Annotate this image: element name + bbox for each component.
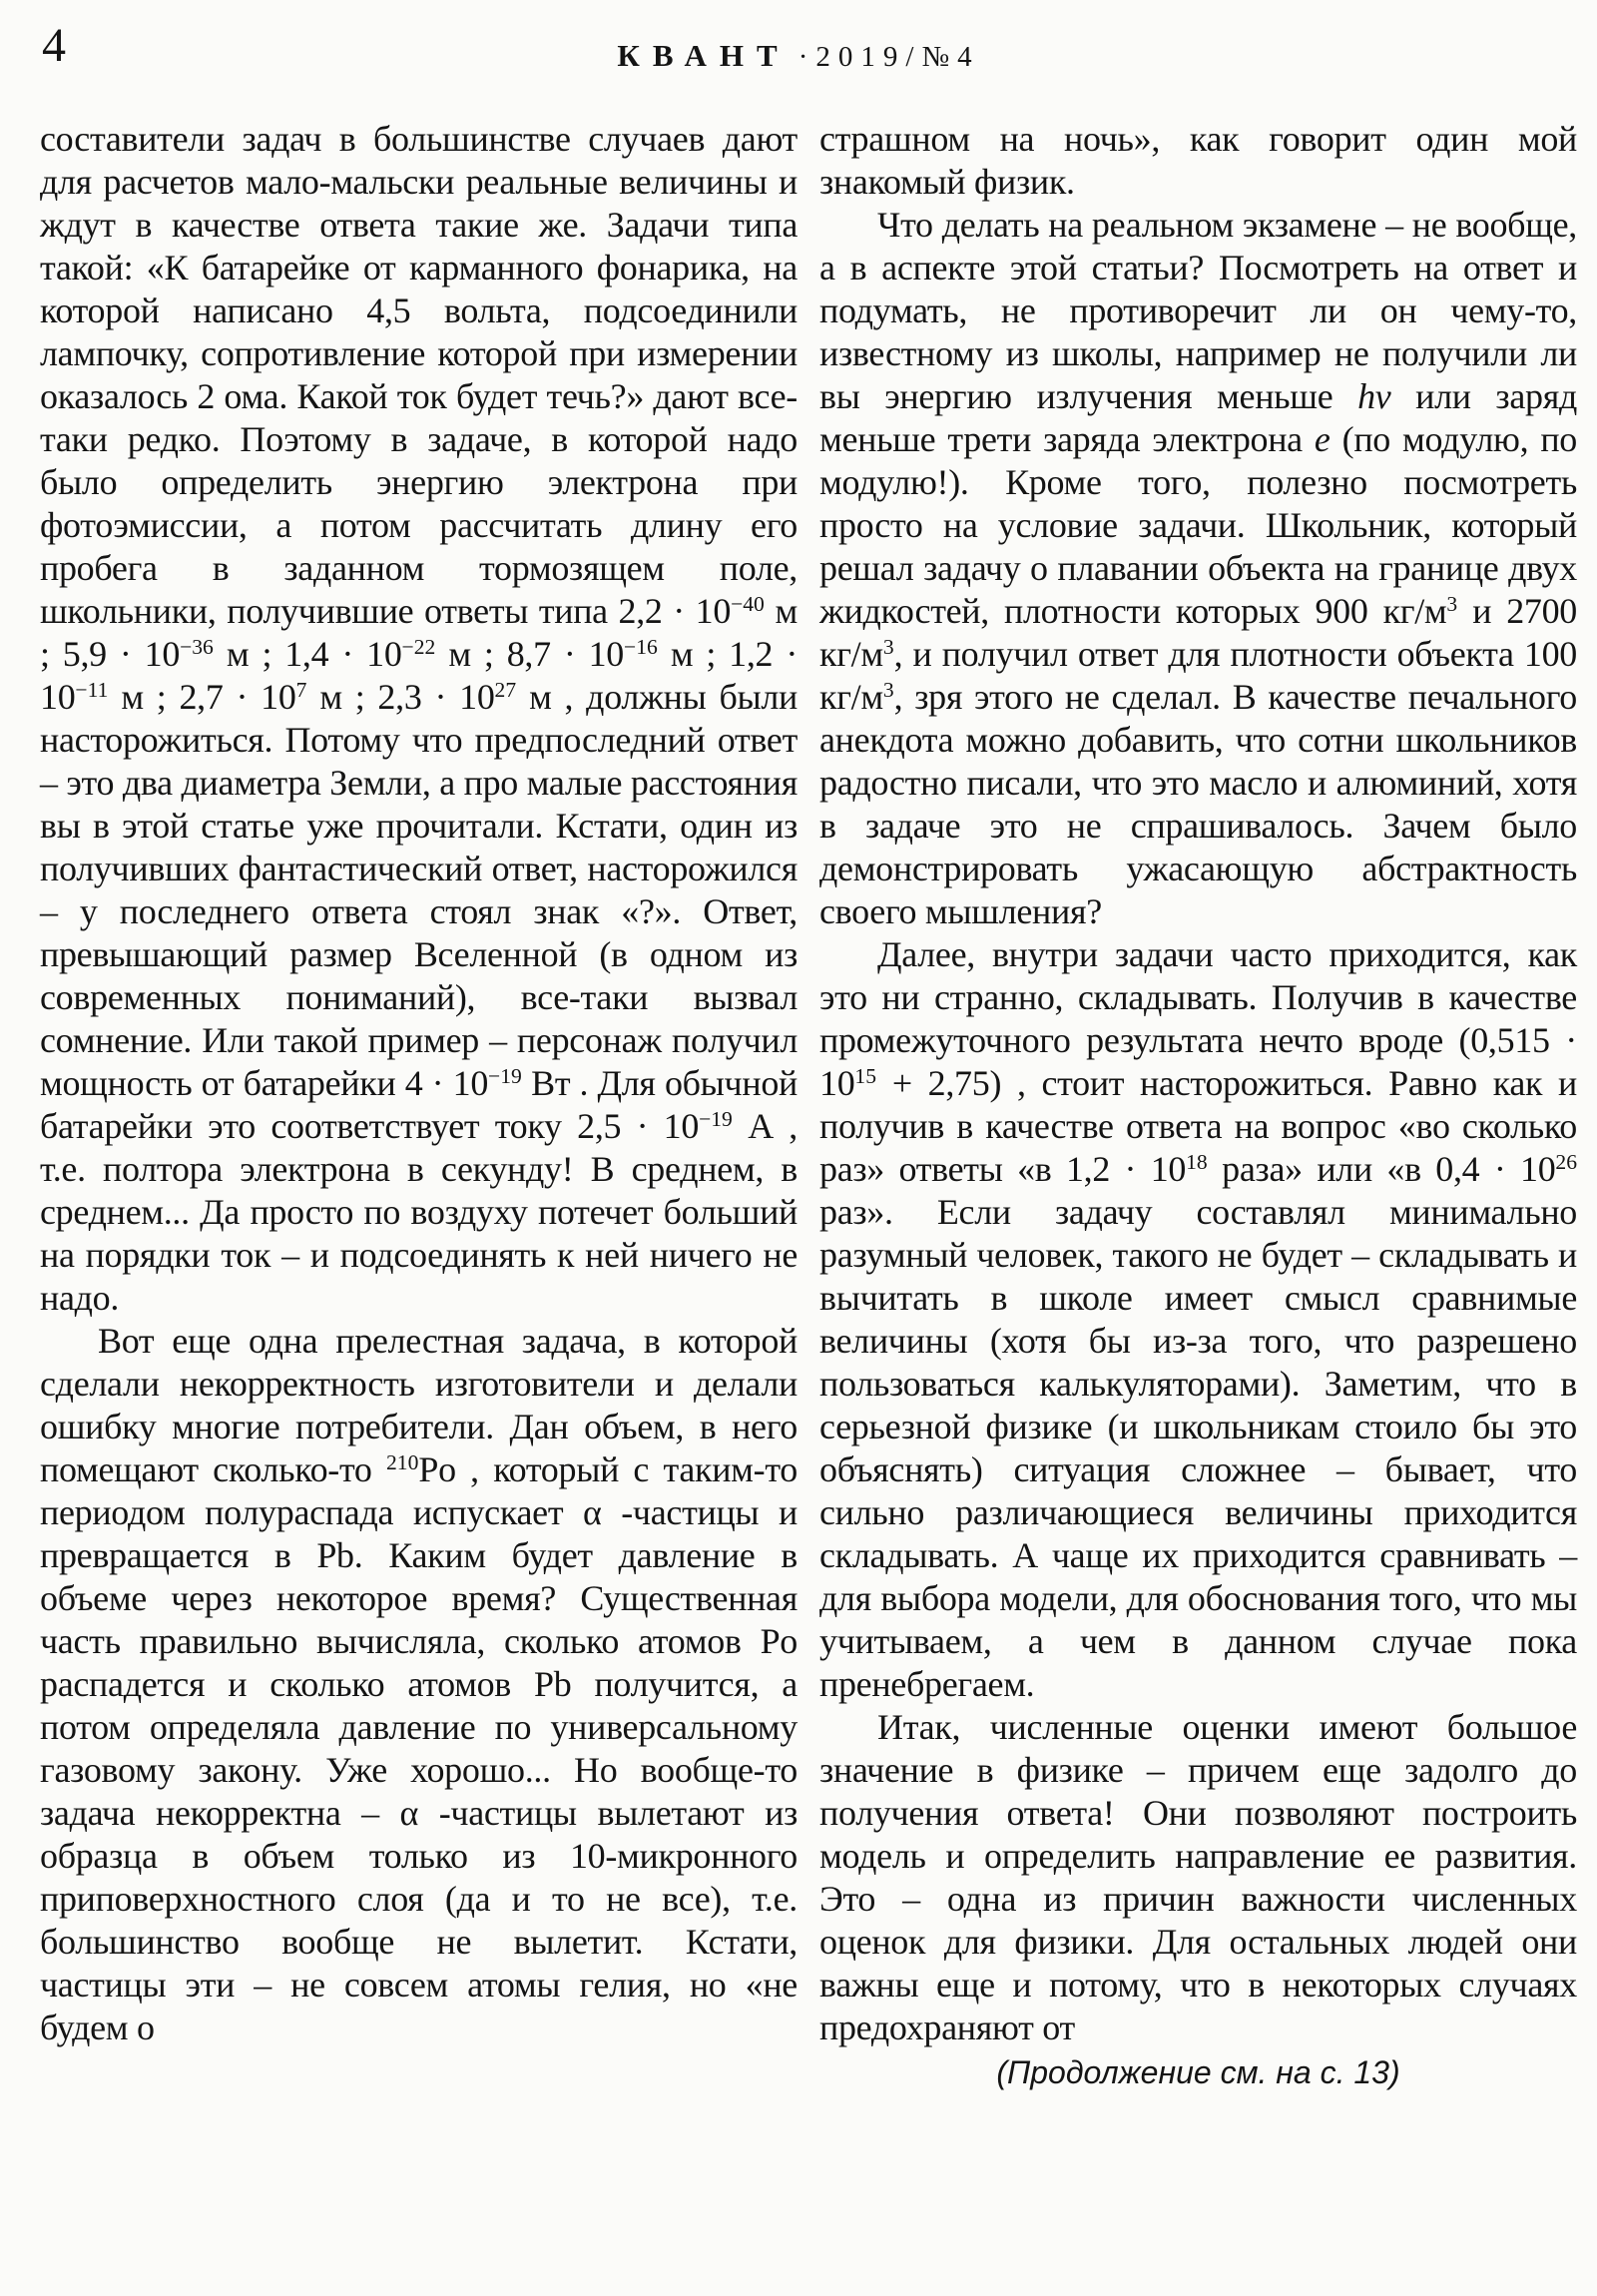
column-right	[819, 118, 1577, 2094]
text-segment: (по модулю, по модулю!). Кроме того, полезно посмотреть просто на условие задачи. Школьник, который решал задачу о плавании объекта на границе двух жидкостей, плотности которых 900 кг/м	[819, 419, 1577, 631]
text-segment: , зря этого не сделал. В качестве печального анекдота можно добавить, что сотни школьников радостно писали, что это масло и алюминий, хотя в задаче это не спрашивалось. Зачем было демонстрировать ужасающую абстрактность своего мышления?	[819, 677, 1577, 931]
superscript: −19	[699, 1107, 733, 1132]
superscript: 26	[1555, 1150, 1578, 1175]
superscript: −16	[624, 635, 658, 660]
article-body	[40, 118, 1577, 2094]
text-segment: Po , который с таким-то периодом полураспада испускает α -частицы и превращается в Pb. Каким будет давление в объеме через некоторое время? Существенная часть правильно вычисляла, сколько атомов Po распадется и сколько атомов Pb получится, а потом определяла давление по универсальному газовому закону. Уже хорошо... Но вообще-то задача некорректна – α -частицы вылетают из образца в объем только из 10-микронного приповерхностного слоя (да и то не все), т.е. большинство вообще не вылетит. Кстати, частицы эти – не совсем атомы гелия, но «не будем о	[40, 1449, 798, 2047]
superscript: −19	[488, 1064, 522, 1089]
text-segment: или заряд меньше трети заряда электрона	[819, 376, 1577, 459]
paragraph	[819, 118, 1577, 204]
superscript: 27	[494, 678, 517, 703]
superscript: −11	[75, 678, 109, 703]
journal-header	[0, 38, 1597, 74]
text-segment: Вт . Для обычной батарейки это соответствует току 2,5 · 10	[40, 1063, 798, 1146]
column-left	[40, 118, 798, 2094]
text-segment: Итак, численные оценки имеют большое значение в физике – причем еще задолго до получения ответа! Они позволяют построить модель и определить направление ее развития. Это – одна из причин важности численных оценок для физики. Для остальных людей они важны еще и потому, что в некоторых случаях предохраняют от	[819, 1707, 1577, 2047]
superscript: −36	[180, 635, 214, 660]
superscript: 7	[295, 678, 307, 703]
continuation-note	[819, 2051, 1577, 2094]
text-segment: Далее, внутри задачи часто приходится, как это ни странно, складывать. Получив в качестве промежуточного результата нечто вроде (0,515 · 10	[819, 934, 1577, 1103]
superscript: 210	[386, 1450, 419, 1475]
issue-label: 2019/№4	[815, 41, 980, 73]
superscript: 3	[882, 635, 894, 660]
superscript: 15	[854, 1064, 876, 1089]
text-segment: страшном на ночь», как говорит один мой знакомый физик.	[819, 119, 1577, 202]
text-segment: , и получил ответ для плотности объекта 100 кг/м	[819, 634, 1577, 717]
text-segment: и 2700 кг/м	[819, 591, 1578, 674]
text-segment: Вот еще одна прелестная задача, в которой сделали некорректность изготовители и делали ошибку многие потребители. Дан объем, в него помещают сколько-то	[40, 1321, 798, 1489]
paragraph	[819, 933, 1577, 1706]
paragraph	[40, 118, 798, 1320]
superscript: −22	[401, 635, 436, 660]
paragraph	[40, 1320, 798, 2049]
text-segment: Что делать на реальном экзамене – не вообще, а в аспекте этой статьи? Посмотреть на ответ и подумать, не противоречит ли он чему-то, известному из школы, например не получили ли вы энергию излучения меньше	[819, 205, 1577, 416]
text-segment: м ; 2,7 · 10	[108, 677, 296, 717]
text-segment: м , должны были насторожиться. Потому что предпоследний ответ – это два диаметра Земли, а про малые расстояния вы в этой статье уже прочитали. Кстати, один из получивших фантастический ответ, насторожился – у последнего ответа стоял знак «?». Ответ, превышающий размер Вселенной (в одном из современных пониманий), все-таки вызвал сомнение. Или такой пример – персонаж получил мощность от батарейки 4 · 10	[40, 677, 798, 1103]
text-segment: м ; 1,4 · 10	[213, 634, 402, 674]
superscript: 18	[1186, 1150, 1208, 1175]
text-segment: (Продолжение см. на с. 13)	[996, 2054, 1400, 2090]
journal-title: КВАНТ	[617, 38, 791, 73]
text-segment: А , т.е. полтора электрона в секунду! В среднем, в среднем... Да просто по воздуху потечет больший на порядки ток – и подсоединять к ней ничего не надо.	[40, 1106, 798, 1318]
text-segment: составители задач в большинстве случаев дают для расчетов мало-мальски реальные величины и ждут в качестве ответа такие же. Задачи типа такой: «К батарейке от карманного фонарика, на которой написано 4,5 вольта, подсоединили лампочку, сопротивление которой при измерении оказалось 2 ома. Какой ток будет течь?» дают все-таки редко. Поэтому в задаче, в которой надо было определить энергию электрона при фотоэмиссии, а потом рассчитать длину его пробега в заданном тормозящем поле, школьники, получившие ответы типа 2,2 · 10	[40, 119, 798, 631]
text-segment: + 2,75) , стоит насторожиться. Равно как и получив в качестве ответа на вопрос «во сколько раз» ответы «в 1,2 · 10	[819, 1063, 1577, 1189]
header-separator: ·	[798, 41, 808, 73]
running-head	[0, 0, 1597, 110]
text-segment: м ; 1,2 · 10	[40, 634, 798, 717]
paragraph	[819, 1706, 1577, 2049]
math-symbol: e	[1314, 419, 1331, 459]
page-number: 4	[42, 19, 66, 72]
text-segment: м ; 2,3 · 10	[306, 677, 495, 717]
text-segment: раз». Если задачу составлял минимально разумный человек, такого не будет – складывать и вычитать в школе имеет смысл сравнимые величины (хотя бы из-за того, что разрешено пользоваться калькуляторами). Заметим, что в серьезной физике (и школьникам стоило бы это объяснять) ситуация сложнее – бывает, что сильно различающиеся величины приходится складывать. А чаще их приходится сравнивать – для выбора модели, для обоснования того, что мы учитываем, а чем в данном случае пока пренебрегаем.	[819, 1192, 1577, 1704]
text-segment: м ; 5,9 · 10	[40, 591, 798, 674]
math-symbol: hν	[1357, 376, 1391, 416]
text-segment: раза» или «в 0,4 · 10	[1207, 1149, 1556, 1189]
text-segment: м ; 8,7 · 10	[435, 634, 625, 674]
paragraph	[819, 204, 1577, 933]
superscript: 3	[1446, 592, 1458, 617]
superscript: −40	[731, 592, 765, 617]
superscript: 3	[882, 678, 894, 703]
